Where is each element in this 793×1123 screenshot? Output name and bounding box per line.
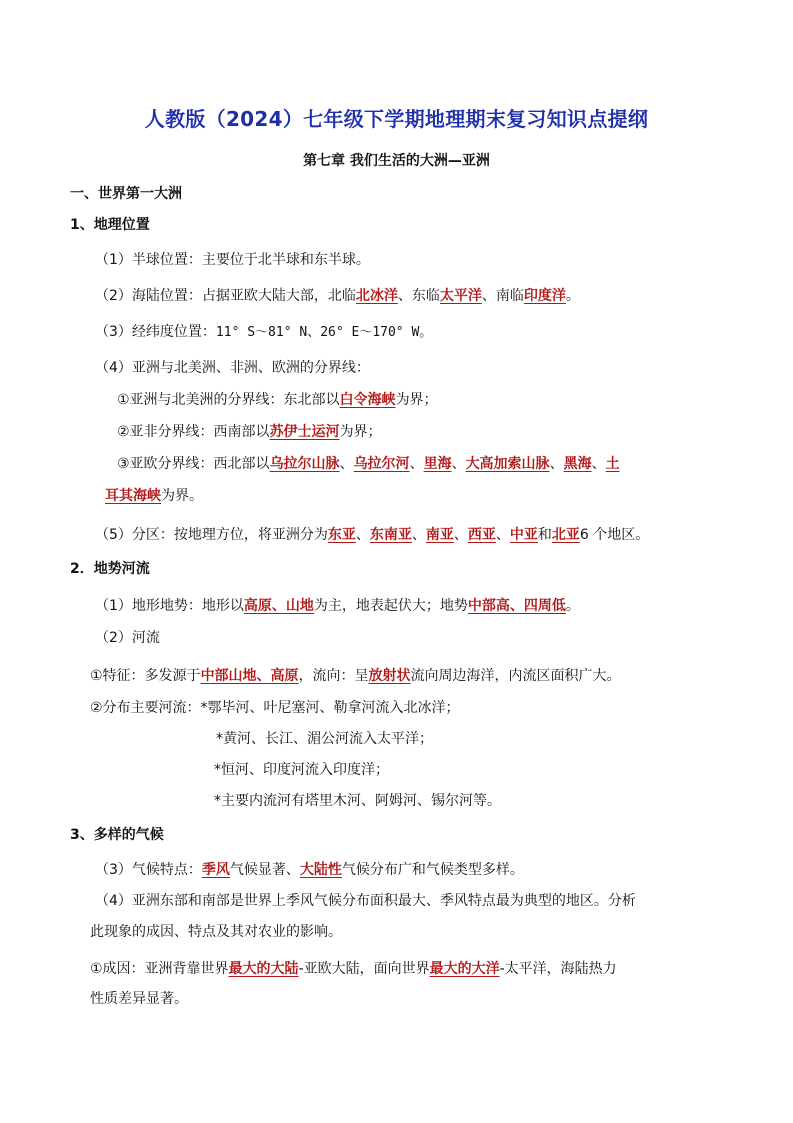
text: 气候分布广和气候类型多样。 bbox=[341, 862, 524, 878]
text: ②亚非分界线：西南部以 bbox=[117, 424, 270, 440]
document-title: 人教版（2024）七年级下学期地理期末复习知识点提纲 bbox=[144, 107, 649, 131]
highlight-term: 中部山地、高原 bbox=[200, 668, 299, 684]
paragraph-sea-land bbox=[95, 286, 580, 306]
text: 、 bbox=[409, 456, 424, 472]
highlight-term: 白令海峡 bbox=[339, 392, 396, 408]
paragraph-cause-line1 bbox=[90, 959, 617, 979]
text: （5）分区：按地理方位，将亚洲分为 bbox=[95, 527, 328, 543]
paragraph-monsoon-line1: （4）亚洲东部和南部是世界上季风气候分布面积最大、季风特点最为典型的地区。分析 bbox=[95, 893, 636, 909]
highlight-term: 高原、山地 bbox=[243, 598, 314, 614]
text: 为界。 bbox=[161, 488, 203, 504]
text: 、南临 bbox=[481, 288, 524, 304]
highlight-term: 中亚 bbox=[509, 527, 538, 543]
text: （3）气候特点： bbox=[95, 862, 202, 878]
text: 6 个地区。 bbox=[579, 527, 650, 543]
highlight-term: 西亚 bbox=[467, 527, 496, 543]
boundary-africa bbox=[117, 422, 382, 442]
paragraph-river-list-3: *恒河、印度河流入印度洋； bbox=[214, 762, 389, 778]
highlight-term: 耳其海峡 bbox=[105, 488, 161, 504]
paragraph-terrain bbox=[95, 596, 580, 616]
paragraph-river-features bbox=[90, 666, 621, 686]
boundary-north-america bbox=[117, 390, 438, 410]
text: 为主，地表起伏大；地势 bbox=[313, 598, 468, 614]
paragraph-boundaries: （4）亚洲与北美洲、非洲、欧洲的分界线： bbox=[95, 360, 370, 376]
section-heading-3: 3、多样的气候 bbox=[70, 827, 164, 843]
text: 为界； bbox=[339, 424, 382, 440]
text: 、东临 bbox=[397, 288, 440, 304]
text: 、 bbox=[339, 456, 354, 472]
text: 流向周边海洋，内流区面积广大。 bbox=[410, 668, 621, 684]
paragraph-river-list-2: *黄河、长江、湄公河流入太平洋； bbox=[216, 731, 433, 747]
section-heading-2: 2．地势河流 bbox=[70, 561, 150, 577]
text: ③亚欧分界线：西北部以 bbox=[117, 456, 270, 472]
boundary-europe-line2 bbox=[105, 486, 203, 506]
text: 、 bbox=[549, 456, 564, 472]
highlight-term: 季风 bbox=[201, 862, 230, 878]
highlight-term: 太平洋 bbox=[439, 288, 482, 304]
chapter-heading: 第七章 我们生活的大洲—亚洲 bbox=[303, 153, 490, 169]
paragraph-coordinates bbox=[95, 322, 432, 343]
text: （1）地形地势：地形以 bbox=[95, 598, 244, 614]
text: 。 bbox=[565, 288, 580, 304]
text: ①亚洲与北美洲的分界线：东北部以 bbox=[117, 392, 340, 408]
text: 、 bbox=[495, 527, 510, 543]
text: 、 bbox=[453, 527, 468, 543]
highlight-term: 印度洋 bbox=[523, 288, 566, 304]
paragraph-rivers: （2）河流 bbox=[95, 630, 160, 646]
highlight-term: 东亚 bbox=[327, 527, 356, 543]
subsection-heading-location: 1、地理位置 bbox=[70, 217, 150, 233]
text: ①成因：亚洲背靠世界 bbox=[90, 961, 229, 977]
highlight-term: 最大的大洋 bbox=[429, 961, 500, 977]
highlight-term: 最大的大陆 bbox=[228, 961, 299, 977]
highlight-term: 苏伊士运河 bbox=[269, 424, 340, 440]
text: -亚欧大陆，面向世界 bbox=[298, 961, 430, 977]
text: 、 bbox=[591, 456, 606, 472]
paragraph-river-list-4: *主要内流河有塔里木河、阿姆河、锡尔河等。 bbox=[214, 793, 501, 809]
highlight-term: 大陆性 bbox=[299, 862, 342, 878]
text: ①特征：多发源于 bbox=[90, 668, 201, 684]
highlight-term: 放射状 bbox=[368, 668, 411, 684]
text: （3）经纬度位置： bbox=[95, 324, 216, 340]
boundary-europe-line1 bbox=[117, 454, 620, 474]
text: 和 bbox=[537, 527, 552, 543]
text: 、 bbox=[451, 456, 466, 472]
highlight-term: 里海 bbox=[423, 456, 452, 472]
highlight-term: 大高加索山脉 bbox=[465, 456, 550, 472]
text: 、 bbox=[355, 527, 370, 543]
text: -太平洋，海陆热力 bbox=[499, 961, 617, 977]
coordinates-value: 11° S～81° N、26° E～170° W。 bbox=[215, 325, 433, 340]
highlight-term: 黑海 bbox=[563, 456, 592, 472]
section-heading-1: 一、世界第一大洲 bbox=[70, 186, 182, 202]
text: 为界； bbox=[395, 392, 438, 408]
highlight-term: 南亚 bbox=[425, 527, 454, 543]
paragraph-river-list-1: ②分布主要河流：*鄂毕河、叶尼塞河、勒拿河流入北冰洋； bbox=[90, 700, 460, 716]
highlight-term: 土 bbox=[605, 456, 620, 472]
paragraph-climate-features bbox=[95, 860, 524, 880]
text: 、 bbox=[411, 527, 426, 543]
paragraph-regions bbox=[95, 525, 649, 545]
highlight-term: 北冰洋 bbox=[355, 288, 398, 304]
highlight-term: 中部高、四周低 bbox=[467, 598, 566, 614]
highlight-term: 东南亚 bbox=[369, 527, 412, 543]
text: （2）海陆位置：占据亚欧大陆大部，北临 bbox=[95, 288, 356, 304]
text: 气候显著、 bbox=[229, 862, 300, 878]
paragraph-hemisphere: （1）半球位置：主要位于北半球和东半球。 bbox=[95, 252, 370, 268]
text: ，流向：呈 bbox=[298, 668, 369, 684]
highlight-term: 乌拉尔河 bbox=[353, 456, 410, 472]
paragraph-cause-line2: 性质差异显著。 bbox=[90, 991, 188, 1007]
highlight-term: 北亚 bbox=[551, 527, 580, 543]
text: 。 bbox=[565, 598, 580, 614]
highlight-term: 乌拉尔山脉 bbox=[269, 456, 340, 472]
paragraph-monsoon-line2: 此现象的成因、特点及其对农业的影响。 bbox=[90, 924, 342, 940]
